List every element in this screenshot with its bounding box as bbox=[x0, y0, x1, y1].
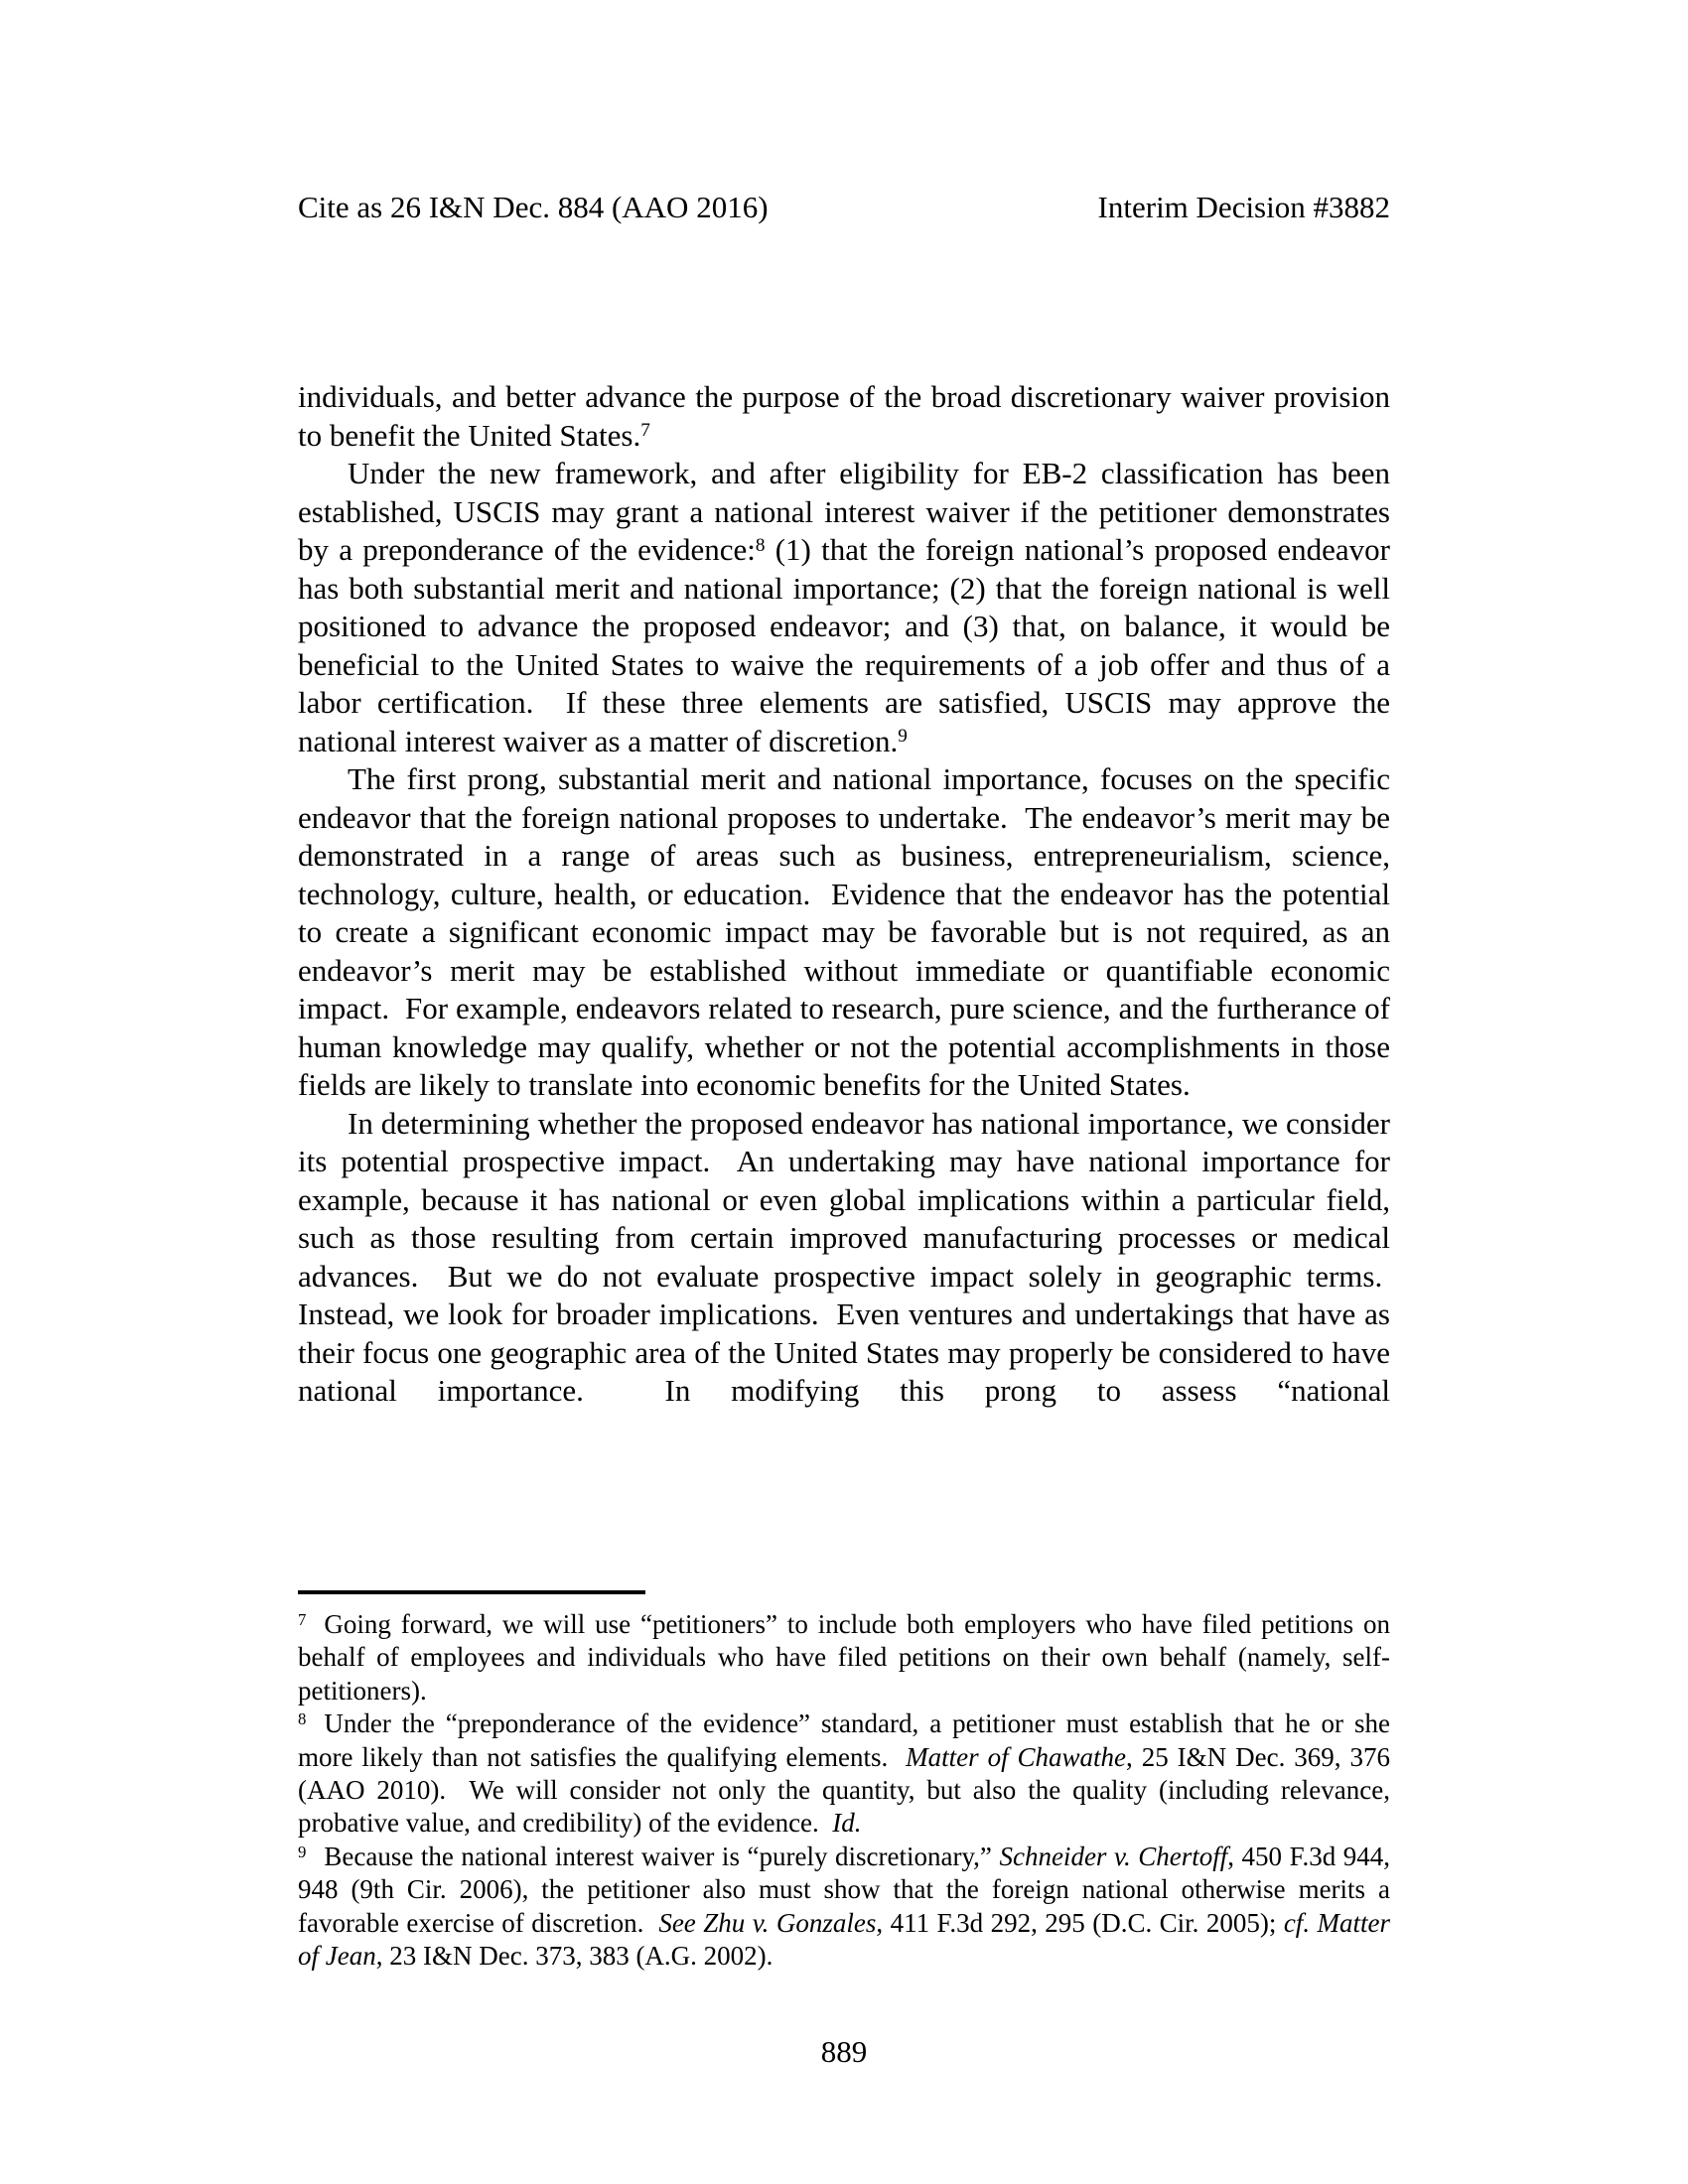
decision-number: Interim Decision #3882 bbox=[1097, 190, 1390, 224]
footnote-7: $^7$ Going forward, we will use “petitioners” to include both employers who have filed petitions on behalf of employees and individuals who have filed petitions on their own behalf (namely, self-petitioners). bbox=[298, 1609, 1390, 1706]
page-header bbox=[298, 189, 1390, 225]
paragraph-continuation: individuals, and better advance the purpose of the broad discretionary waiver provision to benefit the United States.$^7$ bbox=[298, 379, 1390, 453]
paragraph-first-prong: The first prong, substantial merit and national importance, focuses on the specific endeavor that the foreign national proposes to undertake. The endeavor’s merit may be demonstrated in a range of areas such as business, entrepreneurialism, science, technology, culture, health, or education. Evidence that the endeavor has the potential to create a significant economic impact may be favorable but is not required, as an endeavor’s merit may be established without immediate or quantifiable economic impact. For example, endeavors related to research, pure science, and the furtherance of human knowledge may qualify, whether or not the potential accomplishments in those fields are likely to translate into economic benefits for the United States. bbox=[298, 761, 1390, 1102]
footnote-separator-rule bbox=[298, 1590, 645, 1594]
footnotes-section bbox=[298, 1608, 1390, 1973]
footnote-9: $^9$ Because the national interest waiver is “purely discretionary,” Schneider v. Chertoff, 450 F.3d 944, 948 (9th Cir. 2006), the petitioner also must show that the foreign national otherwise merits a favorable exercise of discretion. See Zhu v. Gonzales, 411 F.3d 292, 295 (D.C. Cir. 2005); cf. Matter of Jean, 23 I&N Dec. 373, 383 (A.G. 2002). bbox=[298, 1841, 1391, 1972]
body-text bbox=[298, 378, 1390, 1411]
footnote-8: $^8$ Under the “preponderance of the evidence” standard, a petitioner must establish that he or she more likely than not satisfies the qualifying elements. Matter of Chawathe, 25 I&N Dec. 369, 376 (AAO 2010). We will consider not only the quantity, but also the quality (including relevance, probative value, and credibility) of the evidence. Id. bbox=[298, 1708, 1390, 1839]
paragraph-national-importance: In determining whether the proposed endeavor has national importance, we consider its potential prospective impact. An undertaking may have national importance for example, because it has national or even global implications within a particular field, such as those resulting from certain improved manufacturing processes or medical advances. But we do not evaluate prospective impact solely in geographic terms. Instead, we look for broader implications. Even ventures and undertakings that have as their focus one geographic area of the United States may properly be considered to have national importance. In modifying this prong to assess “national bbox=[298, 1105, 1390, 1408]
paragraph-new-framework: Under the new framework, and after eligibility for EB-2 classification has been established, USCIS may grant a national interest waiver if the petitioner demonstrates by a preponderance of the evidence:$^8$ (1) that the foreign national’s proposed endeavor has both substantial merit and national importance; (2) that the foreign national is well positioned to advance the proposed endeavor; and (3) that, on balance, it would be beneficial to the United States to waive the requirements of a job offer and thus of a labor certification. If these three elements are satisfied, USCIS may approve the national interest waiver as a matter of discretion.$^9$ bbox=[298, 456, 1390, 758]
citation-text: Cite as 26 I&N Dec. 884 (AAO 2016) bbox=[298, 190, 769, 224]
page-number: 889 bbox=[820, 2034, 868, 2069]
